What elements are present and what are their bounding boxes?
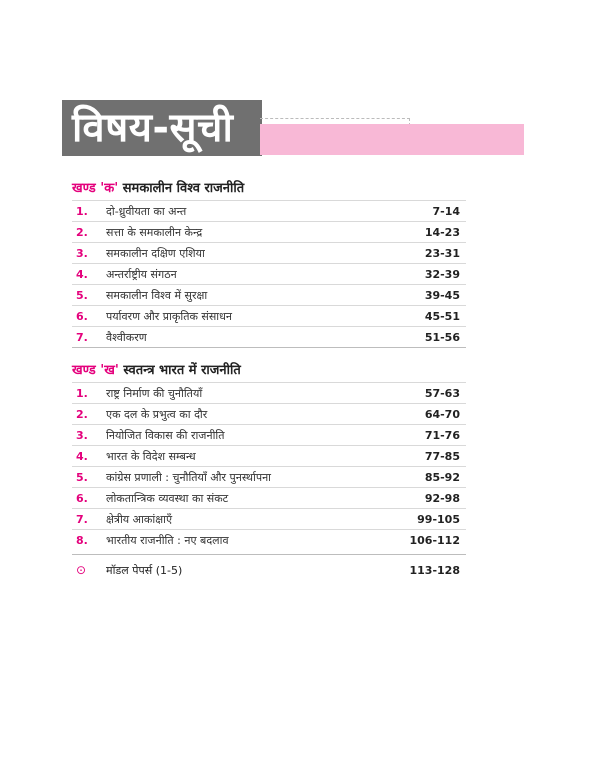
toc-item[interactable] xyxy=(72,466,466,487)
toc-item-number: 5. xyxy=(76,470,88,484)
toc-item-title: अन्तर्राष्ट्रीय संगठन xyxy=(106,267,177,281)
toc-item-number: 1. xyxy=(76,386,88,400)
toc-item-title: वैश्वीकरण xyxy=(106,330,147,344)
table-of-contents xyxy=(72,178,466,581)
toc-item-pages: 14-23 xyxy=(424,225,460,239)
toc-item-title: समकालीन दक्षिण एशिया xyxy=(106,246,205,260)
section-title-b: स्वतन्त्र भारत में राजनीति xyxy=(123,363,241,378)
toc-item[interactable] xyxy=(72,284,466,305)
toc-item-number: 1. xyxy=(76,204,88,218)
toc-item-pages: 77-85 xyxy=(424,449,460,463)
page-title: विषय-सूची xyxy=(62,100,262,156)
toc-item[interactable] xyxy=(72,382,466,403)
toc-item[interactable] xyxy=(72,221,466,242)
model-papers-row[interactable] xyxy=(72,554,466,581)
section-heading-a xyxy=(72,178,466,200)
toc-item-number: 3. xyxy=(76,428,88,442)
toc-item-number: 7. xyxy=(76,330,88,344)
toc-item[interactable] xyxy=(72,305,466,326)
model-papers-pages: 113-128 xyxy=(409,563,460,577)
toc-item-pages: 45-51 xyxy=(424,309,460,323)
toc-item-pages: 85-92 xyxy=(424,470,460,484)
toc-item-title: राष्ट्र निर्माण की चुनौतियाँ xyxy=(106,386,203,400)
toc-item-title: कांग्रेस प्रणाली : चुनौतियाँ और पुनर्स्थापना xyxy=(106,470,272,484)
toc-item-title: भारतीय राजनीति : नए बदलाव xyxy=(106,533,229,547)
decorative-pink-bar xyxy=(260,124,524,155)
toc-item-title: दो-ध्रुवीयता का अन्त xyxy=(106,204,187,218)
section-title-a: समकालीन विश्व राजनीति xyxy=(122,181,245,196)
toc-item-number: 4. xyxy=(76,449,88,463)
target-bullet-icon: ⊙ xyxy=(76,563,87,577)
toc-item-pages: 71-76 xyxy=(424,428,460,442)
section-label-a: खण्ड 'क' xyxy=(72,181,119,196)
model-papers-label: मॉडल पेपर्स (1-5) xyxy=(106,563,183,577)
toc-item-pages: 23-31 xyxy=(424,246,460,260)
toc-item-number: 3. xyxy=(76,246,88,260)
title-header xyxy=(62,100,462,156)
toc-item-number: 4. xyxy=(76,267,88,281)
toc-item[interactable] xyxy=(72,529,466,550)
toc-item[interactable] xyxy=(72,403,466,424)
toc-item[interactable] xyxy=(72,263,466,284)
toc-item-pages: 92-98 xyxy=(424,491,460,505)
toc-item-title: क्षेत्रीय आकांक्षाएँ xyxy=(106,512,173,526)
toc-item-title: समकालीन विश्व में सुरक्षा xyxy=(106,288,208,302)
toc-item-number: 5. xyxy=(76,288,88,302)
toc-item[interactable] xyxy=(72,424,466,445)
toc-item[interactable] xyxy=(72,242,466,263)
toc-item[interactable] xyxy=(72,200,466,221)
toc-item-pages: 57-63 xyxy=(424,386,460,400)
toc-item-title: पर्यावरण और प्राकृतिक संसाधन xyxy=(106,309,232,323)
toc-item-pages: 32-39 xyxy=(424,267,460,281)
toc-item-pages: 64-70 xyxy=(424,407,460,421)
toc-item-number: 8. xyxy=(76,533,88,547)
section-divider xyxy=(72,347,466,360)
toc-item-title: भारत के विदेश सम्बन्ध xyxy=(106,449,196,463)
toc-item-number: 6. xyxy=(76,491,88,505)
section-heading-b xyxy=(72,360,466,382)
toc-item-title: एक दल के प्रभुत्व का दौर xyxy=(106,407,208,421)
toc-item[interactable] xyxy=(72,326,466,347)
toc-item-pages: 99-105 xyxy=(417,512,460,526)
decorative-dash-line xyxy=(260,118,410,119)
toc-item[interactable] xyxy=(72,445,466,466)
toc-item-pages: 39-45 xyxy=(424,288,460,302)
toc-item-title: सत्ता के समकालीन केन्द्र xyxy=(106,225,203,239)
section-label-b: खण्ड 'ख' xyxy=(72,363,119,378)
toc-item-number: 7. xyxy=(76,512,88,526)
toc-item[interactable] xyxy=(72,508,466,529)
toc-item-pages: 7-14 xyxy=(432,204,460,218)
toc-item-pages: 106-112 xyxy=(409,533,460,547)
toc-item[interactable] xyxy=(72,487,466,508)
toc-item-pages: 51-56 xyxy=(424,330,460,344)
toc-item-number: 2. xyxy=(76,407,88,421)
toc-item-number: 2. xyxy=(76,225,88,239)
toc-item-title: नियोजित विकास की राजनीति xyxy=(106,428,225,442)
toc-item-title: लोकतान्त्रिक व्यवस्था का संकट xyxy=(106,491,229,505)
toc-item-number: 6. xyxy=(76,309,88,323)
